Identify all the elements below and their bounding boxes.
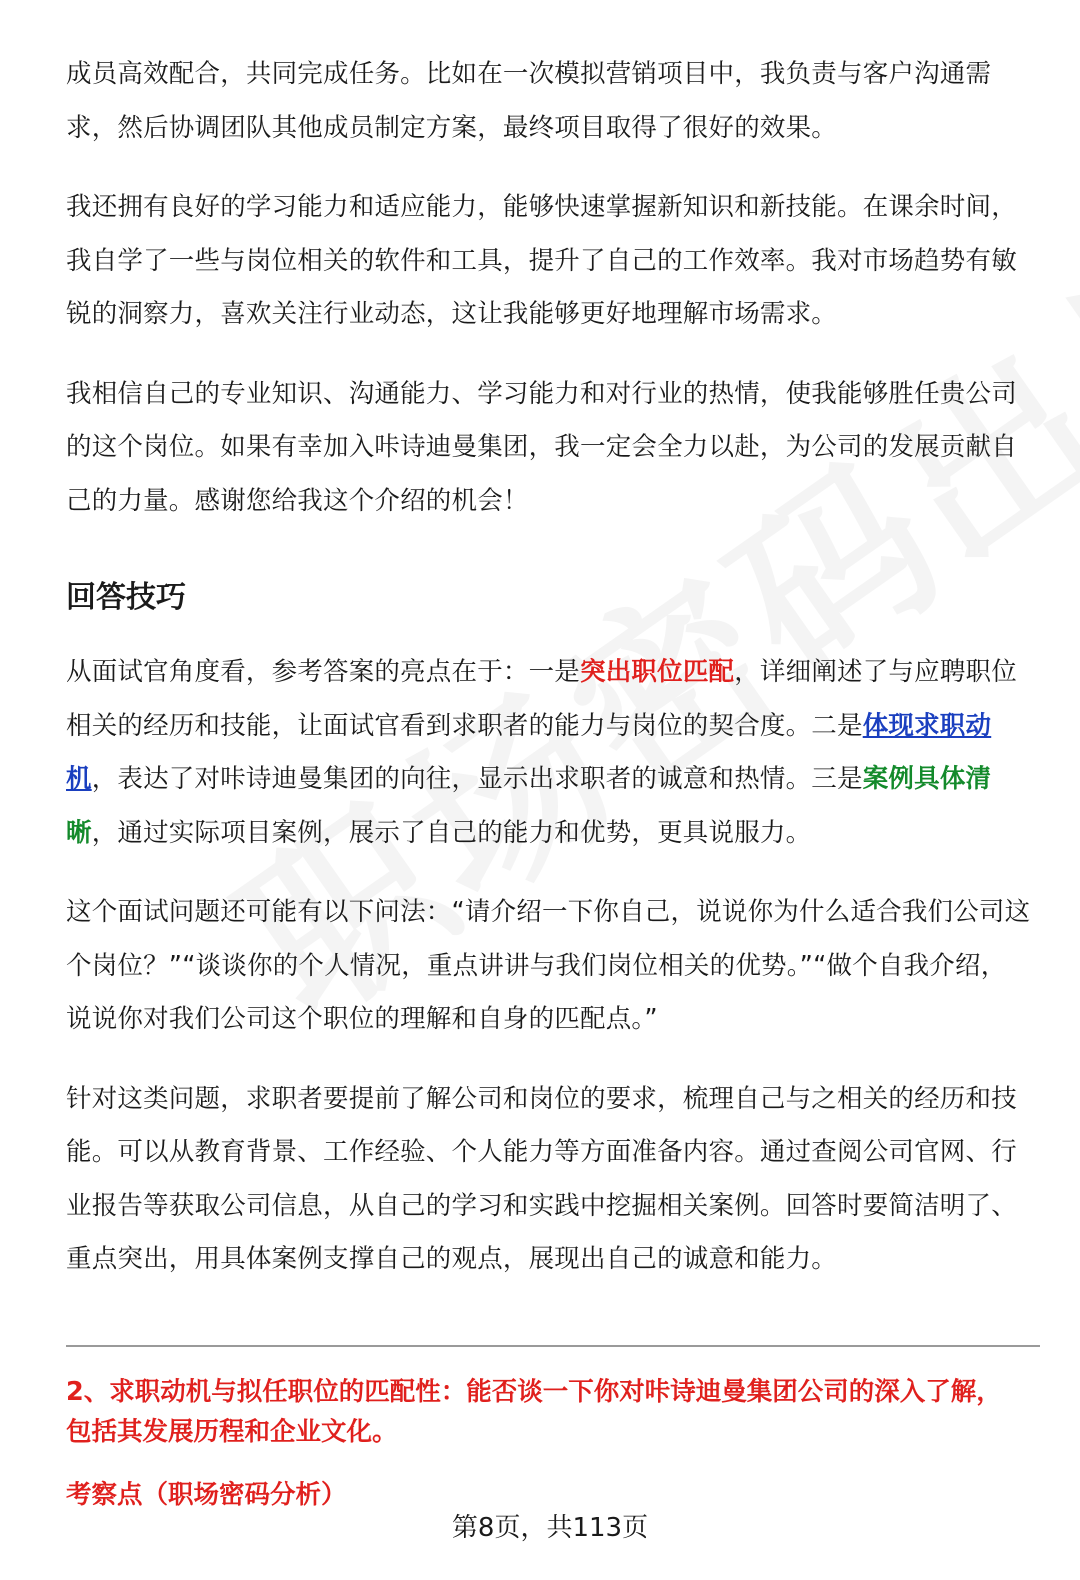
paragraph-alternative-questions: 这个面试问题还可能有以下问法：“请介绍一下你自己，说说你为什么适合我们公司这个岗位？”“谈谈你的个人情况，重点讲讲与我们岗位相关的优势。”“做个自我介绍，说说你对我们公司这个职位的理解和自身的匹配点。” — [66, 897, 1031, 1034]
paragraph-conclusion: 我相信自己的专业知识、沟通能力、学习能力和对行业的热情，使我能够胜任贵公司的这个岗位。如果有幸加入咔诗迪曼集团，我一定会全力以赴，为公司的发展贡献自己的力量。感谢您给我这个介绍的机会！ — [66, 378, 1017, 516]
analysis-subheading: 考察点（职场密码分析） — [66, 1480, 347, 1510]
section-title: 回答技巧 — [66, 580, 186, 615]
tips-mid2: ，表达了对咔诗迪曼集团的向往，显示出求职者的诚意和热情。三是 — [91, 764, 863, 794]
section-divider — [66, 1345, 1040, 1347]
highlight-motivation: 体现求职动机 — [66, 710, 992, 794]
page-number: 第8页，共113页 — [451, 1513, 649, 1543]
tips-intro: 从面试官角度看，参考答案的亮点在于：一是 — [66, 657, 581, 687]
paragraph-teamwork: 成员高效配合，共同完成任务。比如在一次模拟营销项目中，我负责与客户沟通需求，然后协调团队其他成员制定方案，最终项目取得了很好的效果。 — [66, 59, 992, 143]
paragraph-preparation-advice: 针对这类问题，求职者要提前了解公司和岗位的要求，梳理自己与之相关的经历和技能。可以从教育背景、工作经验、个人能力等方面准备内容。通过查阅公司官网、行业报告等获取公司信息，从自己的学习和实践中挖掘相关案例。回答时要简洁明了、重点突出，用具体案例支撑自己的观点，展现出自己的诚意和能力。 — [66, 1083, 1017, 1274]
document-page — [66, 48, 1032, 1287]
highlight-case-clarity: 案例具体清晰 — [66, 764, 992, 848]
question-heading: 2、求职动机与拟任职位的匹配性：能否谈一下你对咔诗迪曼集团公司的深入了解，包括其发展历程和企业文化。 — [66, 1377, 1002, 1447]
paragraph-tips — [66, 646, 1032, 860]
tips-mid1: ，详细阐述了与应聘职位相关的经历和技能，让面试官看到求职者的能力与岗位的契合度。二是 — [66, 657, 1017, 741]
tips-end: ，通过实际项目案例，展示了自己的能力和优势，更具说服力。 — [91, 817, 812, 848]
highlight-job-match: 突出职位匹配 — [580, 657, 735, 687]
paragraph-learning: 我还拥有良好的学习能力和适应能力，能够快速掌握新知识和新技能。在课余时间，我自学了一些与岗位相关的软件和工具，提升了自己的工作效率。我对市场趋势有敏锐的洞察力，喜欢关注行业动态，这让我能够更好地理解市场需求。 — [66, 192, 1017, 329]
